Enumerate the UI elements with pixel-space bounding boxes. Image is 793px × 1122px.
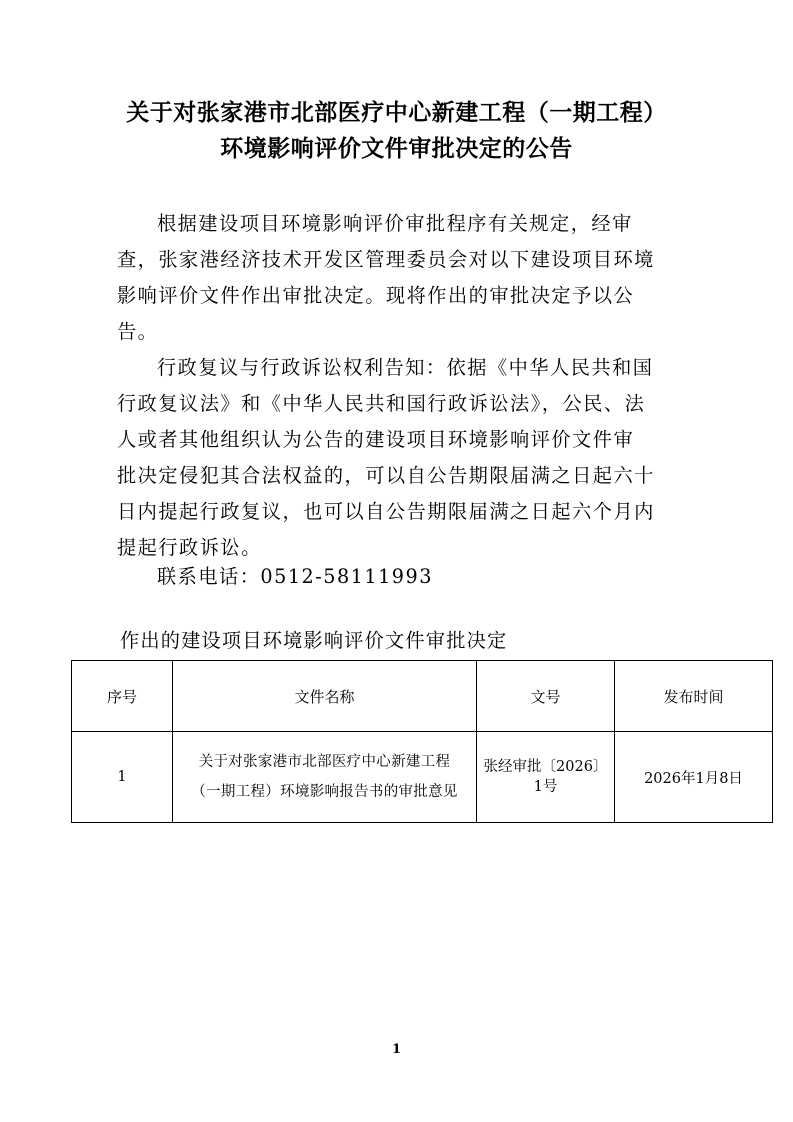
cell-file-name (173, 732, 477, 823)
paragraph-line: 日内提起行政复议，也可以自公告期限届满之日起六个月内 (117, 500, 655, 523)
paragraph-approval-notice (117, 206, 687, 350)
cell-doc-number (477, 732, 615, 823)
paragraph-line: 告。 (117, 320, 159, 343)
doc-number-line-2: 1号 (533, 779, 558, 795)
paragraph-line: 人或者其他组织认为公告的建设项目环境影响评价文件审 (117, 428, 635, 451)
page-number: 1 (391, 1042, 402, 1057)
document-title-line-2: 环境影响评价文件审批决定的公告 (220, 136, 573, 162)
contact-phone (117, 559, 687, 595)
approval-decisions-table (71, 660, 773, 823)
contact-phone-text: 联系电话：0512-58111993 (157, 565, 433, 588)
header-seq: 序号 (72, 661, 173, 732)
file-name-line-1: 关于对张家港市北部医疗中心新建工程 (198, 754, 451, 770)
table-caption: 作出的建设项目环境影响评价文件审批决定 (120, 629, 508, 652)
cell-publish-date: 2026年1月8日 (615, 732, 773, 823)
paragraph-line: 行政复议法》和《中华人民共和国行政诉讼法》，公民、法 (117, 392, 646, 415)
paragraph-line: 影响评价文件作出审批决定。现将作出的审批决定予以公 (117, 284, 635, 307)
header-publish-date: 发布时间 (615, 661, 773, 732)
paragraph-line: 提起行政诉讼。 (117, 536, 262, 559)
paragraph-line: 根据建设项目环境影响评价审批程序有关规定，经审 (157, 212, 633, 235)
paragraph-line: 行政复议与行政诉讼权利告知：依据《中华人民共和国 (157, 356, 654, 379)
file-name-line-2: （一期工程）环境影响报告书的审批意见 (191, 784, 458, 800)
doc-number-line-1: 张经审批〔2026〕 (483, 759, 608, 775)
header-doc-number: 文号 (477, 661, 615, 732)
table-row (72, 732, 773, 823)
paragraph-rights-notice (117, 350, 687, 566)
cell-seq: 1 (72, 732, 173, 823)
header-file-name: 文件名称 (173, 661, 477, 732)
document-title-line-1: 关于对张家港市北部医疗中心新建工程（一期工程） (126, 100, 667, 126)
table-header-row (72, 661, 773, 732)
paragraph-line: 查，张家港经济技术开发区管理委员会对以下建设项目环境 (117, 248, 655, 271)
paragraph-line: 批决定侵犯其合法权益的，可以自公告期限届满之日起六十 (117, 464, 655, 487)
